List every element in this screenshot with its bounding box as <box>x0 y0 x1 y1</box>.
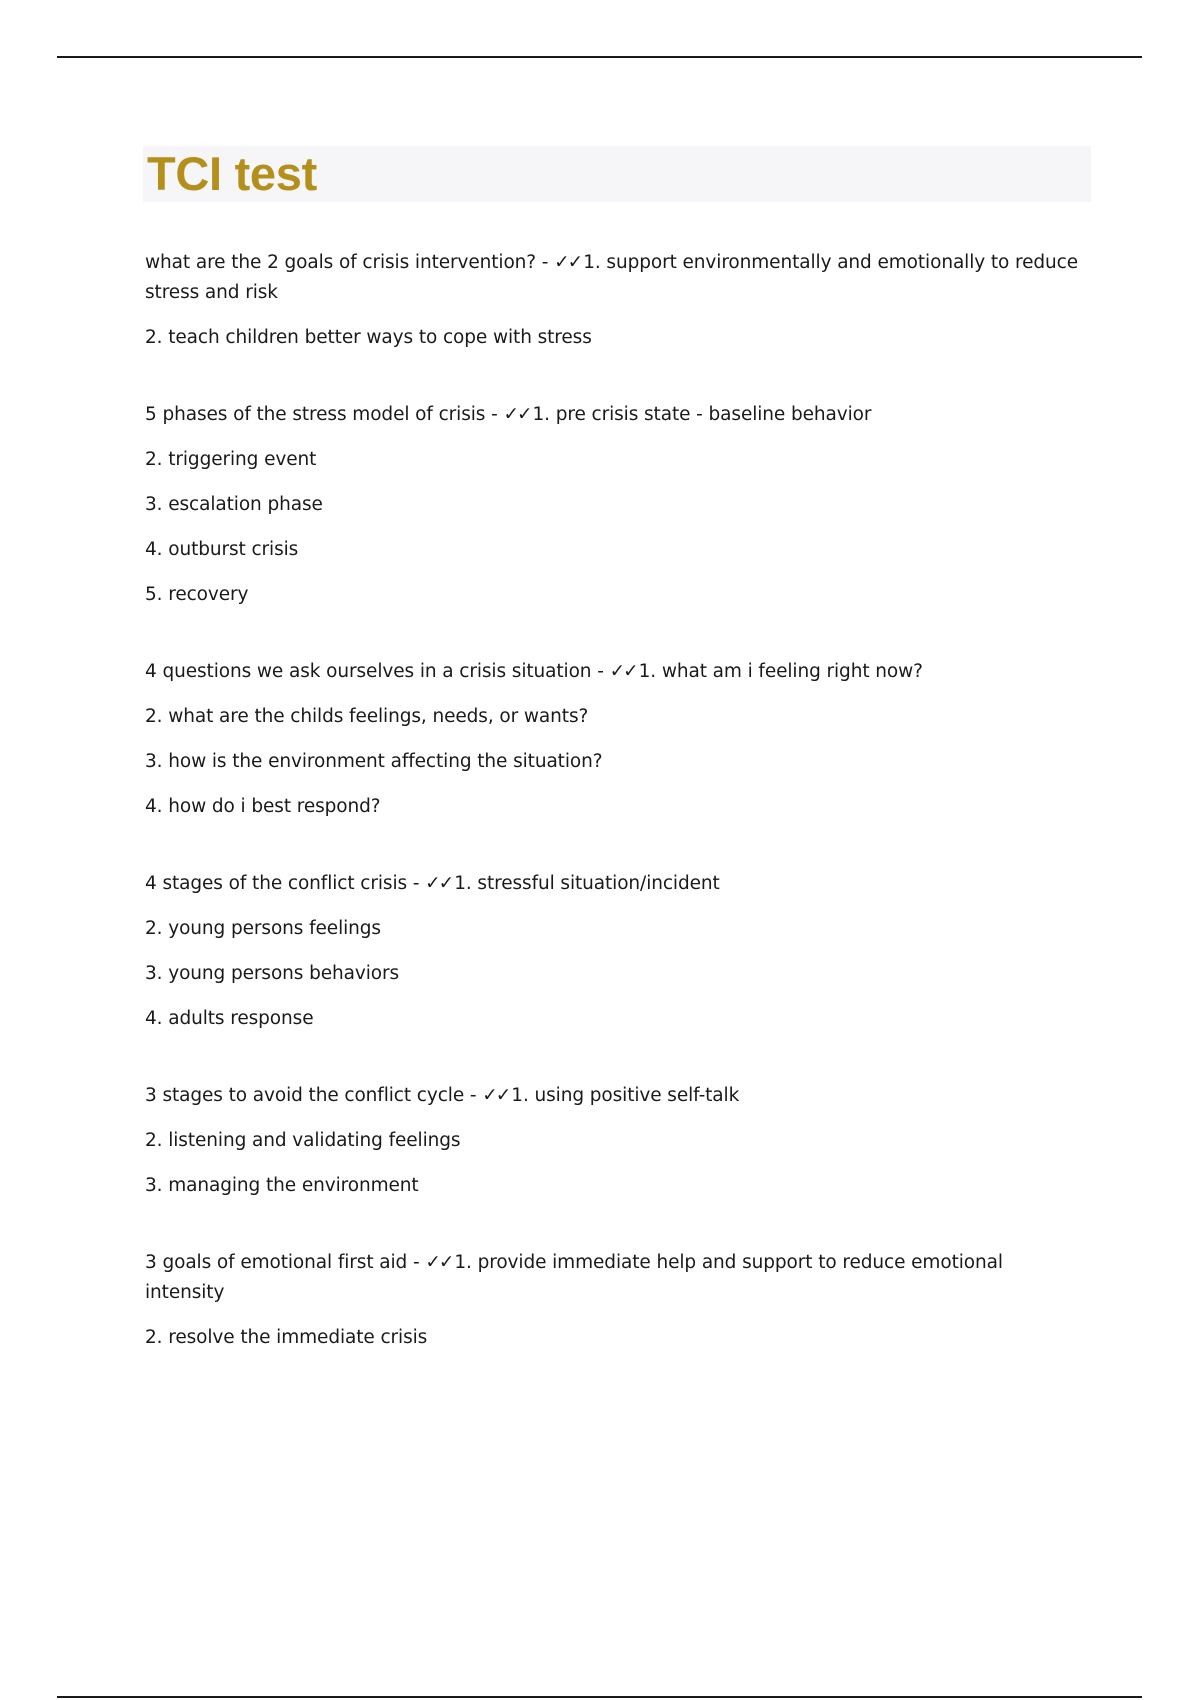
check-icon: ✓✓ <box>554 252 582 273</box>
qa-item <box>145 869 1080 1034</box>
bottom-rule <box>57 1696 1142 1698</box>
question-text: 3 goals of emotional first aid <box>145 1252 408 1273</box>
answer-text: 1. support environmentally and emotionally to reduce stress and risk <box>145 252 1079 303</box>
answer-line: 3. young persons behaviors <box>145 963 400 984</box>
answer-text: 1. pre crisis state - baseline behavior <box>532 404 872 425</box>
title-band <box>143 146 1091 202</box>
separator: - <box>536 252 555 273</box>
answer-text: 1. stressful situation/incident <box>454 873 720 894</box>
check-icon: ✓✓ <box>503 404 531 425</box>
answer-line: 4. adults response <box>145 1008 314 1029</box>
question-text: 4 questions we ask ourselves in a crisis situation <box>145 661 592 682</box>
separator: - <box>407 873 426 894</box>
check-icon: ✓✓ <box>609 661 637 682</box>
answer-text: 1. using positive self-talk <box>511 1085 740 1106</box>
qa-item <box>145 400 1080 610</box>
answer-line: 3. managing the environment <box>145 1175 419 1196</box>
question-text: 3 stages to avoid the conflict cycle <box>145 1085 465 1106</box>
check-icon: ✓✓ <box>425 1252 453 1273</box>
question-text: 5 phases of the stress model of crisis <box>145 404 486 425</box>
separator: - <box>485 404 504 425</box>
qa-question-line <box>145 1081 1080 1111</box>
answer-line: 2. resolve the immediate crisis <box>145 1327 428 1348</box>
qa-question-line <box>145 248 1080 308</box>
qa-item <box>145 1081 1080 1201</box>
check-icon: ✓✓ <box>425 873 453 894</box>
answer-line: 2. what are the childs feelings, needs, or wants? <box>145 706 589 727</box>
question-text: what are the 2 goals of crisis intervention? <box>145 252 537 273</box>
qa-question-line <box>145 657 1080 687</box>
qa-question-line <box>145 869 1080 899</box>
answer-line: 2. listening and validating feelings <box>145 1130 461 1151</box>
qa-item <box>145 248 1080 353</box>
answer-line: 2. teach children better ways to cope with stress <box>145 327 592 348</box>
separator: - <box>464 1085 483 1106</box>
answer-line: 2. young persons feelings <box>145 918 381 939</box>
answer-text: 1. provide immediate help and support to reduce emotional intensity <box>145 1252 1003 1303</box>
top-rule <box>57 56 1142 58</box>
answer-line: 3. how is the environment affecting the situation? <box>145 751 603 772</box>
answer-text: 1. what am i feeling right now? <box>638 661 923 682</box>
page-title: TCI test <box>147 147 317 200</box>
separator: - <box>591 661 610 682</box>
answer-line: 4. how do i best respond? <box>145 796 381 817</box>
answer-line: 5. recovery <box>145 584 249 605</box>
answer-line: 3. escalation phase <box>145 494 323 515</box>
answer-line: 4. outburst crisis <box>145 539 299 560</box>
question-text: 4 stages of the conflict crisis <box>145 873 408 894</box>
qa-item <box>145 1248 1080 1353</box>
qa-question-line <box>145 1248 1080 1308</box>
answer-line: 2. triggering event <box>145 449 317 470</box>
qa-question-line <box>145 400 1080 430</box>
check-icon: ✓✓ <box>482 1085 510 1106</box>
separator: - <box>407 1252 426 1273</box>
qa-item <box>145 657 1080 822</box>
qa-list <box>145 248 1080 1400</box>
